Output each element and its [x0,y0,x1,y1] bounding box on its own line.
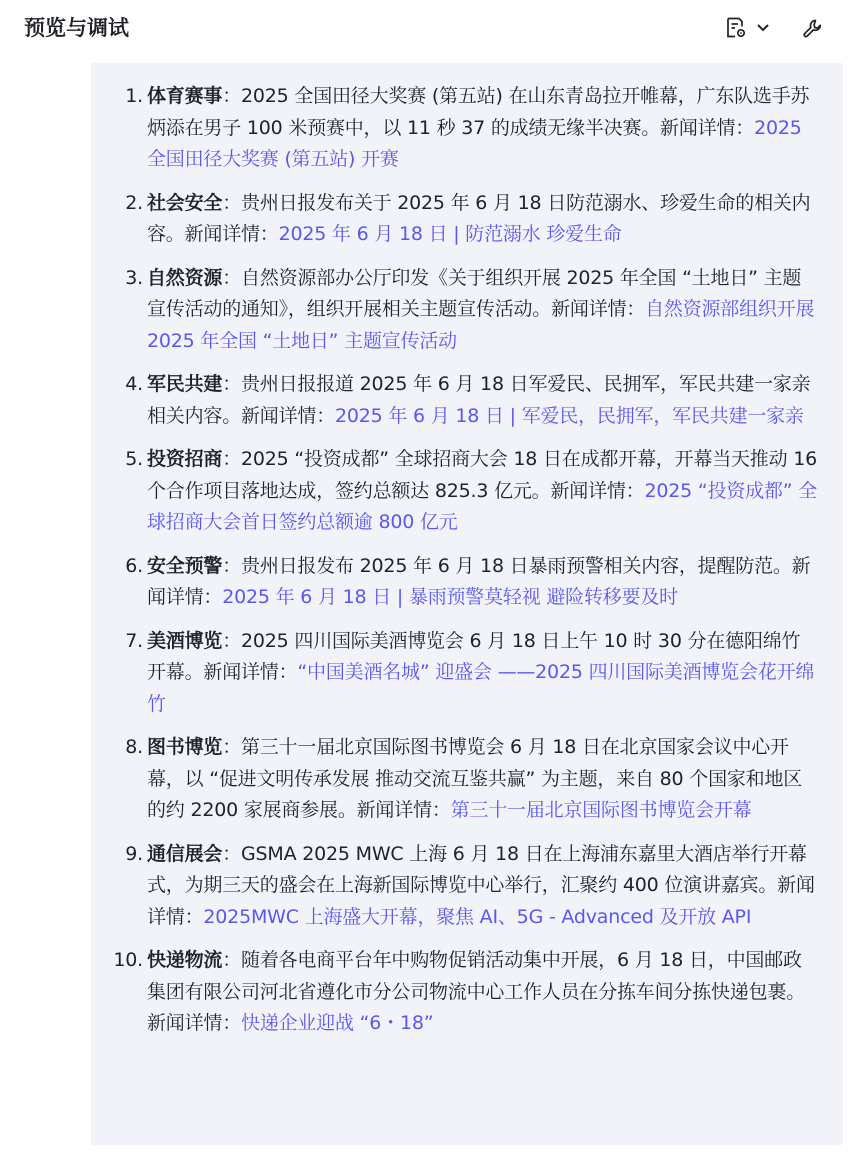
item-separator: ： [222,85,242,107]
doc-settings-dropdown-button[interactable] [722,14,774,42]
item-number: 7. [125,629,143,652]
item-text: 贵州日报发布 2025 年 6 月 18 日暴雨预警相关内容，提醒防范。新闻详情： [147,554,811,608]
news-item [91,839,843,934]
item-category: 投资招商 [147,448,223,470]
news-item [91,626,843,721]
item-number: 9. [125,842,143,865]
tool-button[interactable] [797,14,827,42]
news-link[interactable]: 自然资源部组织开展 2025 年全国 “土地日” 主题宣传活动 [147,298,815,352]
item-number: 1. [125,85,143,107]
item-separator: ： [222,448,242,470]
news-link[interactable]: 2025 年 6 月 18 日 | 暴雨预警莫轻视 避险转移要及时 [222,586,678,608]
item-number: 2. [125,191,143,214]
news-item [91,551,843,614]
item-text: 2025 全国田径大奖赛 (第五站) 在山东青岛拉开帷幕，广东队选手苏炳添在男子 100 米预赛中，以 11 秒 37 的成绩无缘半决赛。新闻详情： [147,85,810,139]
item-text: 2025 四川国际美酒博览会 6 月 18 日上午 10 时 30 分在德阳绵竹开幕。新闻详情： [147,629,801,683]
page-title: 预览与调试 [24,16,129,40]
preview-panel [91,63,843,1145]
item-text: 2025 “投资成都” 全球招商大会 18 日在成都开幕，开幕当天推动 16 个合作项目落地达成，签约总额达 825.3 亿元。新闻详情： [147,448,818,502]
item-number: 8. [125,736,143,758]
item-text: 第三十一届北京国际图书博览会 6 月 18 日在北京国家会议中心开幕，以 “促进文明传承发展 推动交流互鉴共赢” 为主题，来自 80 个国家和地区的约 2200 家展商参展。新闻详情： [147,736,803,821]
item-category: 军民共建 [147,373,223,395]
news-item [91,263,843,358]
item-category: 快递物流 [147,949,223,971]
item-number: 6. [125,554,143,577]
item-category: 美酒博览 [147,629,223,652]
item-text: 贵州日报发布关于 2025 年 6 月 18 日防范溺水、珍爱生命的相关内容。新闻详情： [147,191,811,245]
item-separator: ： [222,629,242,652]
chevron-down-icon [754,16,772,40]
news-link[interactable]: 2025 年 6 月 18 日 | 军爱民，民拥军，军民共建一家亲 [335,404,804,427]
news-link[interactable]: “中国美酒名城” 迎盛会 ——2025 四川国际美酒博览会花开绵竹 [147,661,815,715]
item-category: 通信展会 [147,842,223,865]
news-link[interactable]: 2025MWC 上海盛大开幕，聚焦 AI、5G - Advanced 及开放 API [203,905,752,928]
item-separator: ： [222,191,242,214]
news-item [91,444,843,539]
item-text: 贵州日报报道 2025 年 6 月 18 日军爱民、民拥军，军民共建一家亲相关内容。新闻详情： [147,373,811,427]
news-item [91,81,843,176]
item-separator: ： [222,373,242,395]
news-item [91,188,843,251]
item-text: 自然资源部办公厅印发《关于组织开展 2025 年全国 “土地日” 主题宣传活动的通知》，组织开展相关主题宣传活动。新闻详情： [147,266,802,320]
item-category: 安全预警 [147,554,223,577]
item-separator: ： [222,266,242,289]
news-item [91,369,843,432]
item-category: 体育赛事 [147,85,223,107]
item-text: GSMA 2025 MWC 上海 6 月 18 日在上海浦东嘉里大酒店举行开幕式，为期三天的盛会在上海新国际博览中心举行，汇聚约 400 位演讲嘉宾。新闻详情： [147,842,815,928]
news-list [91,81,843,1052]
item-number: 10. [113,949,143,971]
news-link[interactable]: 快递企业迎战 “6・18” [241,1012,434,1034]
news-link[interactable]: 2025 全国田径大奖赛 (第五站) 开赛 [147,116,802,170]
item-category: 自然资源 [147,266,223,289]
item-separator: ： [222,949,242,971]
news-item [91,732,843,827]
preview-header [0,0,865,56]
item-number: 4. [125,373,143,395]
scroll-fade-overlay [91,1035,843,1145]
news-link[interactable]: 2025 “投资成都” 全球招商大会首日签约总额逾 800 亿元 [147,479,818,533]
item-number: 5. [125,448,143,470]
wrench-icon [800,16,824,40]
item-separator: ： [222,554,242,577]
item-separator: ： [222,736,242,758]
item-category: 社会安全 [147,191,223,214]
item-separator: ： [222,842,242,865]
item-text: 随着各电商平台年中购物促销活动集中开展，6 月 18 日，中国邮政集团有限公司河北省遵化市分公司物流中心工作人员在分拣车间分拣快递包裹。新闻详情： [147,949,806,1034]
document-settings-icon [724,16,750,40]
news-link[interactable]: 第三十一届北京国际图书博览会开幕 [450,799,752,821]
item-number: 3. [125,266,143,289]
item-category: 图书博览 [147,736,223,758]
news-link[interactable]: 2025 年 6 月 18 日 | 防范溺水 珍爱生命 [278,223,622,245]
news-item [91,945,843,1040]
